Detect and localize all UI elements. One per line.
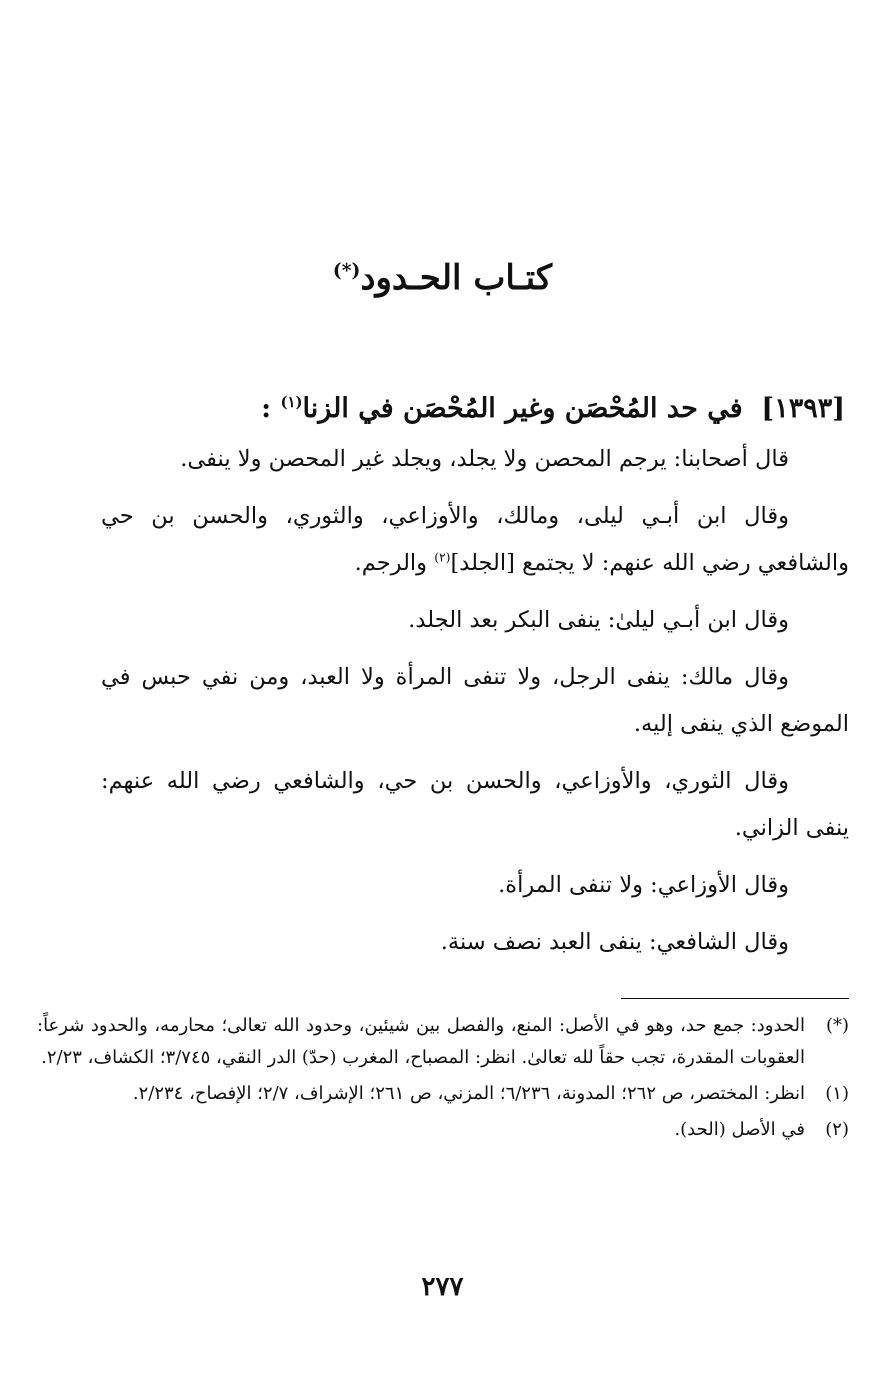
section-suffix: : [261,393,272,424]
footnote [37,1078,849,1110]
paragraph-text: والرجم. [354,550,435,576]
footnote-text: الحدود: جمع حد، وهو في الأصل: المنع، والفصل بين شيئين، وحدود الله تعالى؛ محارمه، والحدود شرعاً: العقوبات المقدرة، تجب حقاً لله تعالىٰ. انظر: المصباح، المغرب (حدّ) الدر النقي، ٣/٧٤٥؛ الكشاف، ٢/٢٣. [37,1015,805,1068]
footnote-divider [621,998,849,999]
paragraph [101,493,849,587]
footnote-marker: (١) [825,1083,849,1104]
footnote [37,1114,849,1146]
section-footnote-ref: (١) [280,393,303,411]
section-heading [45,386,845,432]
paragraph-text: وقال ابن أبـي ليلى، ومالك، والأوزاعي، والثوري، والحسن بن حي والشافعي رضي الله عنهم: لا يجتمع [الجلد] [101,503,849,576]
footnote-text: انظر: المختصر، ص ٢٦٢؛ المدونة، ٦/٢٣٦؛ المزني، ص ٢٦١؛ الإشراف، ٢/٧؛ الإفصاح، ٢/٢٣٤. [132,1083,805,1104]
footnote-marker: (*) [825,1015,849,1036]
footnote-text: في الأصل (الحد). [674,1119,805,1140]
paragraph: وقال الشافعي: ينفى العبد نصف سنة. [440,929,789,955]
section-title: في حد المُحْصَن وغير المُحْصَن في الزنا [302,393,743,424]
footnote-ref: (٢) [434,550,451,565]
chapter-title [0,258,885,298]
footnote [37,1010,849,1074]
page-number: ٢٧٧ [421,1272,464,1302]
paragraph: وقال ابن أبـي ليلىٰ: ينفى البكر بعد الجلد. [408,607,789,633]
paragraph: قال أصحابنا: يرجم المحصن ولا يجلد، ويجلد غير المحصن ولا ينفى. [180,446,789,472]
chapter-footnote-marker: (*) [332,259,361,282]
paragraph: وقال الثوري، والأوزاعي، والحسن بن حي، والشافعي رضي الله عنهم: ينفى الزاني. [101,768,849,841]
section-number: [١٣٩٣] [761,393,845,424]
paragraph: وقال الأوزاعي: ولا تنفى المرأة. [498,872,789,898]
body-text [101,436,849,976]
paragraph: وقال مالك: ينفى الرجل، ولا تنفى المرأة ولا العبد، ومن نفي حبس في الموضع الذي ينفى إليه. [101,664,849,737]
footnote-marker: (٢) [825,1119,849,1140]
footnotes [37,1010,849,1150]
chapter-title-text: كتـاب الحـدود [360,258,553,298]
